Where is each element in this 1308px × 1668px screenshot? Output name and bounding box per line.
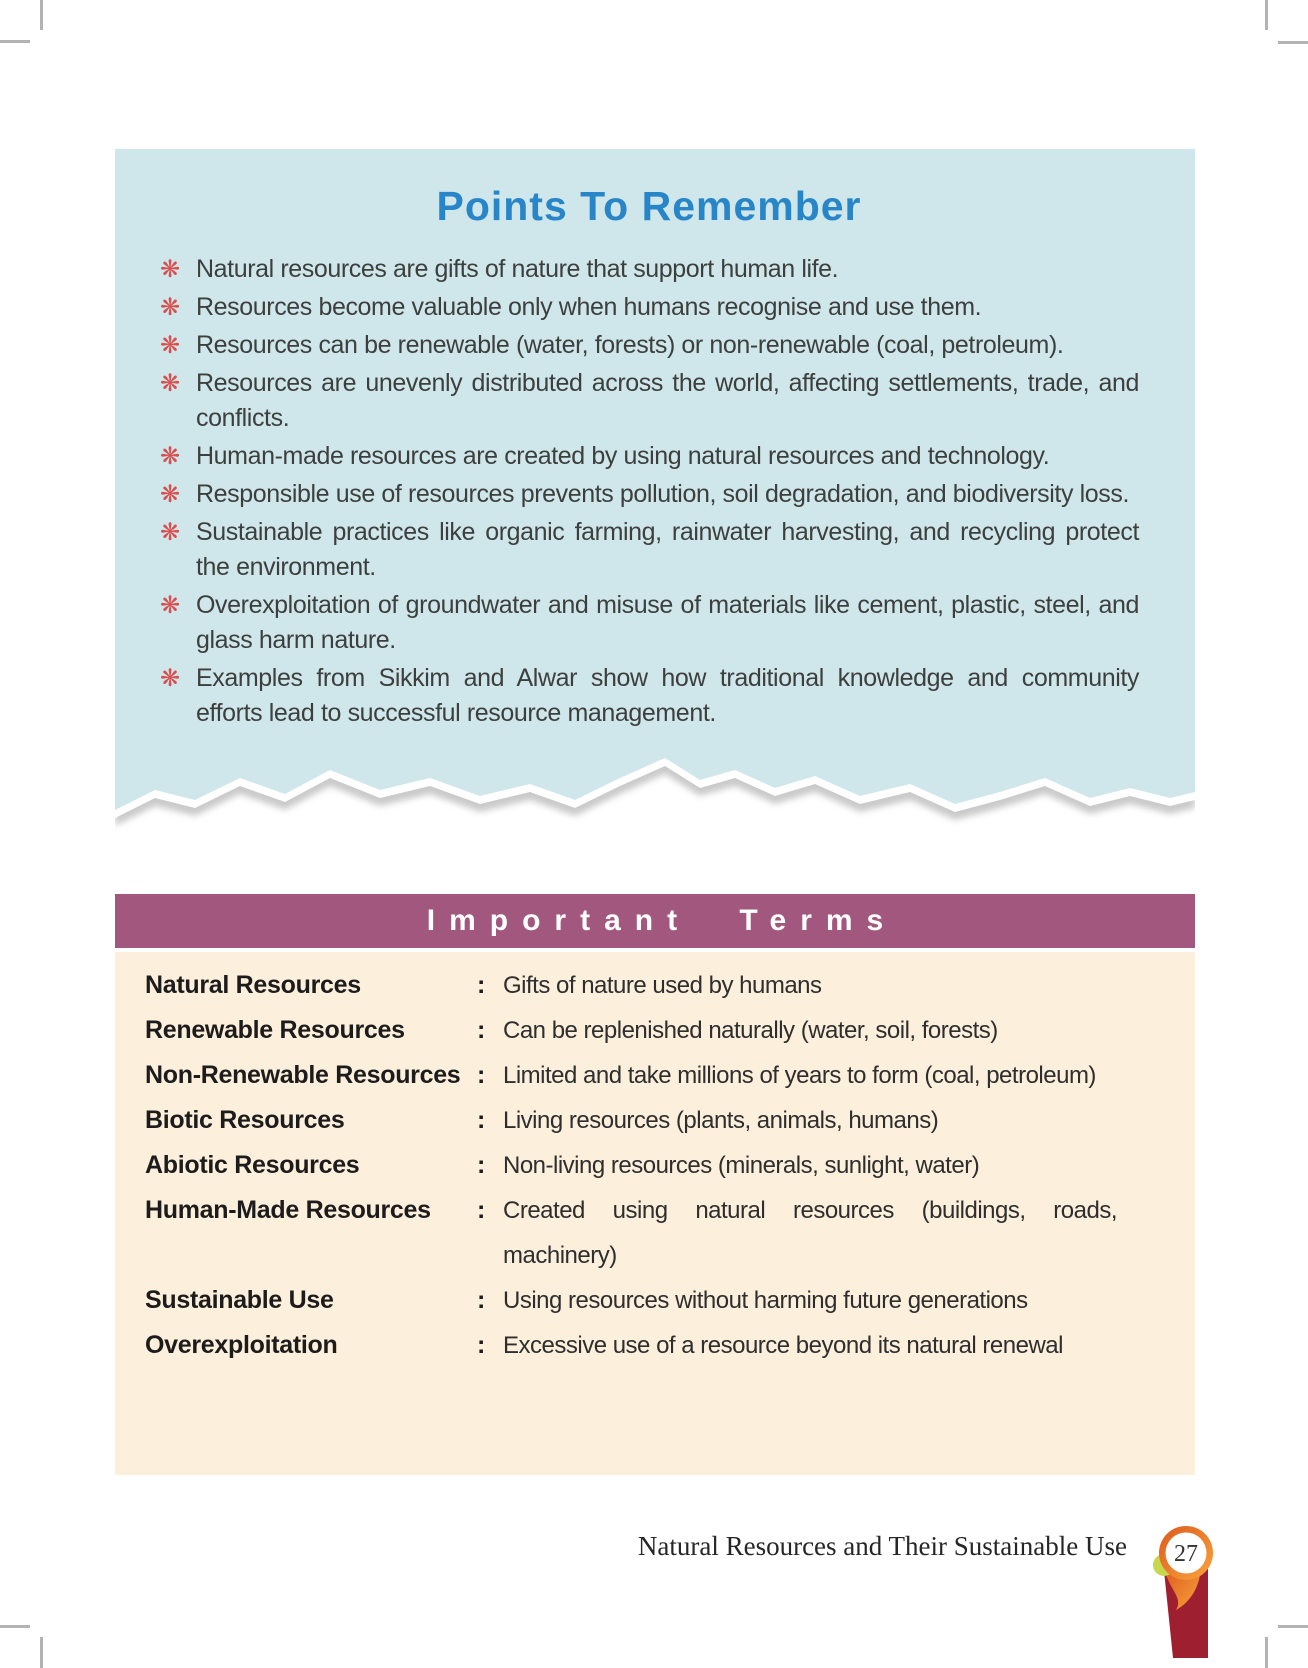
bullet-text: Examples from Sikkim and Alwar show how traditional knowledge and community efforts lead to successful resource management. [196, 664, 1139, 727]
bullet-text: Natural resources are gifts of nature that support human life. [196, 255, 839, 283]
crop-mark-top-right-v [1265, 0, 1268, 30]
torn-paper-edge [115, 744, 1195, 849]
term-definition: Using resources without harming future generations [503, 1287, 1028, 1314]
flower-bullet-icon: ❋ [159, 370, 181, 397]
points-bullet-item [159, 477, 1139, 512]
flower-bullet-icon: ❋ [159, 294, 181, 321]
bullet-text: Resources become valuable only when humans recognise and use them. [196, 293, 982, 321]
term-label: Sustainable Use [145, 1286, 334, 1314]
term-colon: : [477, 1331, 486, 1359]
crop-mark-top-right-h [1278, 41, 1308, 44]
term-label: Overexploitation [145, 1331, 338, 1359]
points-title: Points To Remember [436, 183, 862, 229]
bullet-text: Resources can be renewable (water, forests) or non-renewable (coal, petroleum). [196, 331, 1064, 359]
bullet-text: Resources are unevenly distributed across the world, affecting settlements, trade, and conflicts. [196, 369, 1139, 432]
term-label: Human-Made Resources [145, 1196, 431, 1224]
flower-bullet-icon: ❋ [159, 332, 181, 359]
term-row [115, 1143, 1195, 1188]
bullet-text: Overexploitation of groundwater and misuse of materials like cement, plastic, steel, and glass harm nature. [196, 591, 1139, 654]
term-row [115, 1278, 1195, 1323]
term-row [115, 1323, 1195, 1368]
term-colon: : [477, 971, 486, 999]
term-label: Biotic Resources [145, 1106, 345, 1134]
term-definition: Limited and take millions of years to form (coal, petroleum) [503, 1062, 1096, 1089]
term-label: Non-Renewable Resources [145, 1061, 461, 1089]
flower-bullet-icon: ❋ [159, 665, 181, 692]
term-definition: Non-living resources (minerals, sunlight, water) [503, 1152, 980, 1179]
term-row [115, 1008, 1195, 1053]
points-bullet-item [159, 290, 1139, 325]
page-number-badge [1140, 1513, 1240, 1668]
important-terms-panel [115, 952, 1195, 1475]
term-definition: Gifts of nature used by humans [503, 972, 822, 999]
flower-bullet-icon: ❋ [159, 443, 181, 470]
term-definition: Living resources (plants, animals, humans) [503, 1107, 939, 1134]
terms-rows [115, 963, 1195, 1368]
term-row [115, 963, 1195, 1008]
term-row [115, 1053, 1195, 1098]
term-label: Natural Resources [145, 971, 361, 999]
crop-mark-bottom-left-h [0, 1625, 30, 1628]
crop-mark-bottom-left-v [40, 1637, 43, 1668]
crop-mark-bottom-right-v [1265, 1637, 1268, 1668]
term-colon: : [477, 1106, 486, 1134]
term-row [115, 1098, 1195, 1143]
bullet-text: Human-made resources are created by using natural resources and technology. [196, 442, 1050, 470]
flower-bullet-icon: ❋ [159, 519, 181, 546]
points-bullet-item [159, 588, 1139, 658]
bullet-text: Sustainable practices like organic farming, rainwater harvesting, and recycling protect the environment. [196, 518, 1139, 581]
term-colon: : [477, 1286, 486, 1314]
term-colon: : [477, 1151, 486, 1179]
term-colon: : [477, 1196, 486, 1224]
term-definition: Can be replenished naturally (water, soil, forests) [503, 1017, 998, 1044]
crop-mark-top-left-v [40, 0, 43, 30]
points-bullet-item [159, 252, 1139, 287]
term-row [115, 1188, 1195, 1278]
crop-mark-top-left-h [0, 40, 30, 43]
footer-chapter-title: Natural Resources and Their Sustainable Use [637, 1531, 1127, 1561]
term-colon: : [477, 1016, 486, 1044]
term-colon: : [477, 1061, 486, 1089]
bullet-text: Responsible use of resources prevents pollution, soil degradation, and biodiversity loss. [196, 480, 1130, 508]
flower-bullet-icon: ❋ [159, 481, 181, 508]
term-definition: Created using natural resources (buildings, roads, machinery) [503, 1197, 1117, 1269]
flower-bullet-icon: ❋ [159, 592, 181, 619]
term-definition: Excessive use of a resource beyond its natural renewal [503, 1332, 1063, 1359]
points-bullet-item [159, 366, 1139, 436]
term-label: Abiotic Resources [145, 1151, 360, 1179]
page-number: 27 [1174, 1541, 1198, 1567]
points-bullet-item [159, 515, 1139, 585]
points-to-remember-box [115, 149, 1195, 849]
crop-mark-bottom-right-h [1278, 1625, 1308, 1628]
points-bullet-item [159, 661, 1139, 731]
important-terms-header: Important Terms [115, 894, 1195, 948]
flower-bullet-icon: ❋ [159, 256, 181, 283]
points-bullet-item [159, 439, 1139, 474]
points-list [159, 252, 1139, 731]
points-bullet-item [159, 328, 1139, 363]
term-label: Renewable Resources [145, 1016, 405, 1044]
